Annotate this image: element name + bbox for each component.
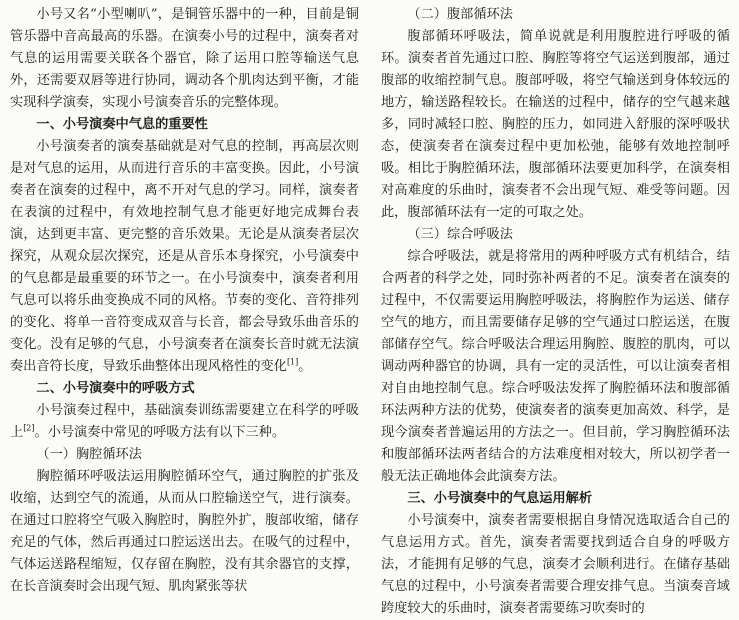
right-column (381, 4, 730, 620)
importance-text-end: 。 (298, 359, 312, 374)
section-heading-breathing: 二、小号演奏中的呼吸方式 (36, 381, 195, 396)
subheading-abdominal-method: （二）腹部循环法 (407, 7, 513, 22)
left-column (10, 4, 359, 598)
breathing-intro-text: 小号演奏过程中，基础演奏训练需要建立在科学的呼吸上 (10, 403, 359, 440)
citation-ref: [2] (23, 423, 35, 433)
subheading-chest-method: （一）胸腔循环法 (36, 447, 142, 462)
section-heading-analysis: 三、小号演奏中的气息运用解析 (407, 491, 593, 506)
section-heading-importance: 一、小号演奏中气息的重要性 (36, 117, 208, 132)
intro-paragraph: 小号又名“小型喇叭”，是铜管乐器中的一种，目前是铜管乐器中音高最高的乐器。在演奏小号的过程中，演奏者对气息的运用需要关联各个器官，除了运用口腔等输送气息外，还需要双唇等进行协同，调动各个肌肉达到平衡，才能实现科学演奏，实现小号演奏音乐的完整体现。 (10, 7, 359, 110)
importance-text: 小号演奏者的演奏基础就是对气息的控制，再高层次则是对气息的运用，从而进行音乐的丰富变换。因此，小号演奏者在演奏的过程中，离不开对气息的学习。同样，演奏者在表演的过程中，有效地控制气息才能更好地完成舞台表演，达到更丰富、更完整的音乐效果。无论是从演奏者层次探究，从观众层次探究，还是从音乐本身探究，小号演奏中的气息都是最重要的环节之一。在小号演奏中，演奏者利用气息可以将乐曲变换成不同的风格。节奏的变化、音符排列的变化、将单一音符变成双音与长音，都会导致乐曲音乐的变化。没有足够的气息，小号演奏者在演奏长音时就无法演奏出音符长度，导致乐曲整体出现风格性的变化 (10, 139, 359, 374)
analysis-paragraph: 小号演奏中，演奏者需要根据自身情况选取适合自己的气息运用方式。首先，演奏者需要找到适合自身的呼吸方法，才能拥有足够的气息，演奏才会顺利进行。在储存基础气息的过程中，小号演奏者需要合理安排气息。当演奏音域跨度较大的乐曲时，演奏者需要练习吹奏时的 (381, 513, 730, 616)
importance-paragraph (10, 136, 359, 378)
citation-ref: [1] (286, 357, 299, 367)
breathing-intro-paragraph (10, 400, 359, 444)
combined-method-paragraph: 综合呼吸法，就是将常用的两种呼吸方式有机结合，结合两者的科学之处，同时弥补两者的不足。演奏者在演奏的过程中，不仅需要运用胸腔呼吸法，将胸腔作为运送、储存空气的地方，而且需要储存足够的空气通过口腔运送，在腹部储存空气。综合呼吸法合理运用胸腔、腹腔的肌肉，可以调动两种器官的协调，具有一定的灵活性，可以让演奏者相对自由地控制气息。综合呼吸法发挥了胸腔循环法和腹部循环法两种方法的优势，使演奏者的演奏更加高效、科学，是现今演奏者普遍运用的方法之一。但目前，学习胸腔循环法和腹部循环法两者结合的方法难度相对较大，所以初学者一般无法正确地体会此演奏方法。 (381, 249, 730, 484)
chest-method-paragraph: 胸腔循环呼吸法运用胸腔循环空气，通过胸腔的扩张及收缩，达到空气的流通，从而从口腔输送空气，进行演奏。在通过口腔将空气吸入胸腔时，胸腔外扩，腹部收缩，储存充足的气体，然后再通过口腔运送出去。在吸气的过程中，气体运送路程缩短，仅存留在胸腔，没有其余器官的支撑，在长音演奏时会出现气短、肌肉紧张等状 (10, 469, 359, 594)
subheading-combined-method: （三）综合呼吸法 (407, 227, 513, 242)
abdominal-method-paragraph: 腹部循环呼吸法，简单说就是利用腹腔进行呼吸的循环。演奏者首先通过口腔、胸腔等将空气运送到腹部，通过腹部的收缩控制气息。腹部呼吸，将空气输送到身体较远的地方，输送路程较长。在输送的过程中，储存的空气越来越多，同时减轻口腔、胸腔的压力，如同进入舒服的深呼吸状态，使演奏者在演奏过程中更加松弛，能够有效地控制呼吸。相比于胸腔循环法，腹部循环法要更加科学，在演奏相对高难度的乐曲时，演奏者不会出现气短、难受等问题。因此，腹部循环法有一定的可取之处。 (381, 29, 730, 220)
breathing-intro-text-end: 。小号演奏中常见的呼吸方法有以下三种。 (34, 425, 286, 440)
